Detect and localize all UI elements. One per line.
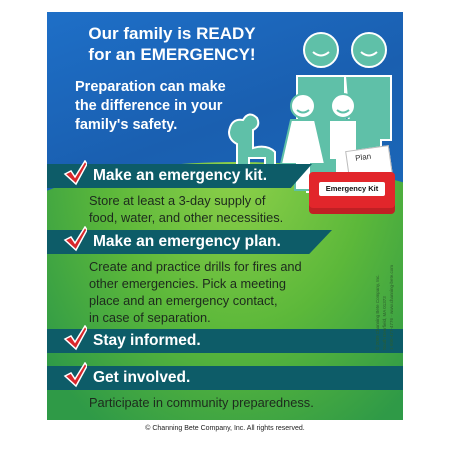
adult-head-icon xyxy=(352,33,386,67)
title-line-2: for an EMERGENCY! xyxy=(88,45,256,64)
checkmark-icon xyxy=(63,160,87,186)
poster xyxy=(47,12,403,420)
subtitle-line-2: the difference in your xyxy=(75,98,223,114)
girl-head-icon xyxy=(291,94,315,118)
title-line-1: Our family is READY xyxy=(88,24,256,43)
subtitle-line-3: family's safety. xyxy=(75,117,178,133)
emergency-kit-box xyxy=(309,172,395,214)
item-2-line-2: other emergencies. Pick a meeting xyxy=(89,276,287,291)
checkmark-icon xyxy=(63,325,87,351)
item-1-line-2: food, water, and other necessities. xyxy=(89,210,284,225)
item-heading-3: Stay informed. xyxy=(93,332,201,349)
adult-head-icon xyxy=(304,33,338,67)
fine-print-line-1: © 2009 Channing Bete Company, Inc. xyxy=(375,274,380,350)
subtitle-line-1: Preparation can make xyxy=(75,79,226,95)
item-heading-1: Make an emergency kit. xyxy=(93,167,268,184)
item-2-line-3: place and an emergency contact, xyxy=(89,293,278,308)
item-2-line-1: Create and practice drills for fires and xyxy=(89,259,302,274)
emergency-kit-label: Emergency Kit xyxy=(319,182,385,196)
dog-icon xyxy=(229,114,275,166)
checkmark-icon xyxy=(63,362,87,388)
checkmark-icon xyxy=(63,226,87,252)
item-4-line-1: Participate in community preparedness. xyxy=(89,395,314,410)
item-2-line-4: in case of separation. xyxy=(89,310,211,325)
fine-print-line-3: 1-800-477-4776 · www.channing-bete.com xyxy=(389,264,394,350)
item-heading-2: Make an emergency plan. xyxy=(93,233,281,250)
item-heading-4: Get involved. xyxy=(93,369,191,386)
fine-print-line-2: South Deerfield, MA 01373 xyxy=(382,296,387,350)
item-1-line-1: Store at least a 3-day supply of xyxy=(89,193,266,208)
vertical-fine-print xyxy=(367,212,403,352)
copyright-footer: © Channing Bete Company, Inc. All rights reserved. xyxy=(145,425,305,432)
plan-label: Plan xyxy=(354,151,372,163)
boy-head-icon xyxy=(331,94,355,118)
